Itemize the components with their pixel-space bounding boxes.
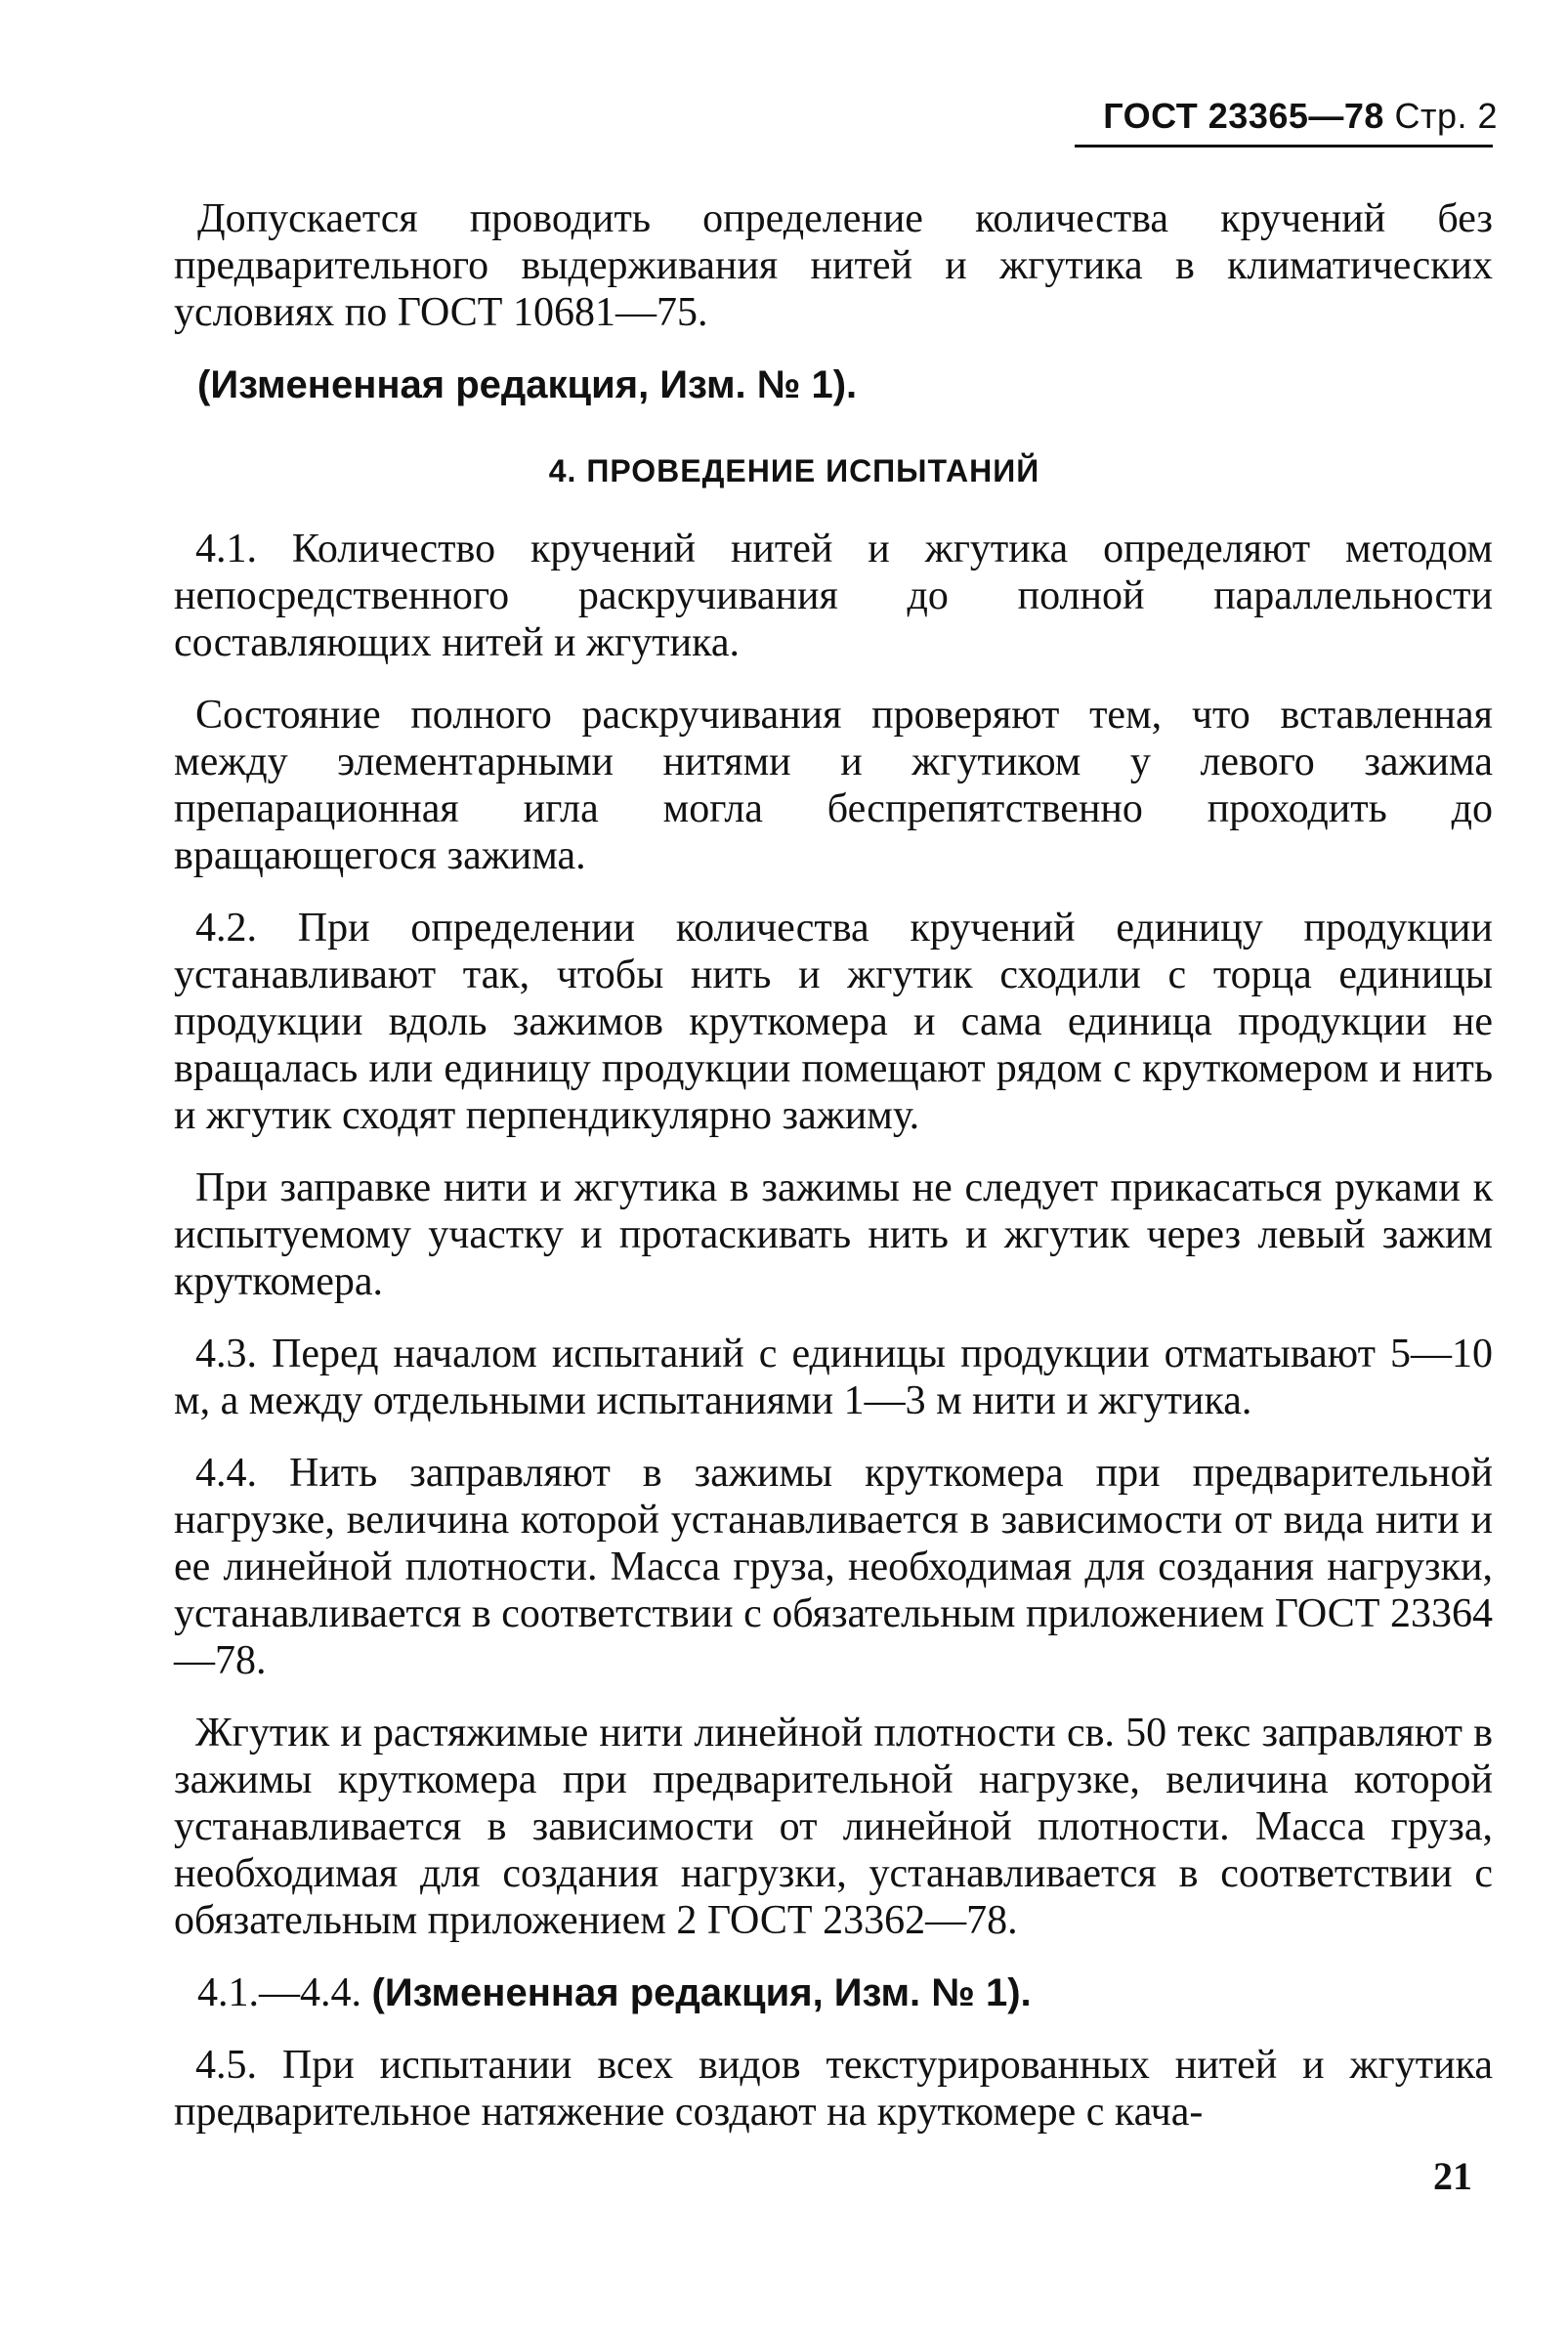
section-title: 4. ПРОВЕДЕНИЕ ИСПЫТАНИЙ [548, 453, 1040, 488]
amendment-note-4-1-4-4 [174, 1969, 1493, 2016]
paragraph-4-4-cont: Жгутик и растяжимые нити линейной плотности св. 50 текс заправляют в зажимы круткомера при предварительной нагрузке, величина которой устанавливается в зависимости от линейной плотности. Масса груза, необходимая для создания нагрузки, устанавливается в соответствии с обязательным приложением 2 ГОСТ 23362—78. [174, 1711, 1493, 1943]
paragraph-4-3: 4.3. Перед началом испытаний с единицы продукции отматывают 5—10 м, а между отдельными испытаниями 1—3 м нити и жгутика. [174, 1332, 1493, 1423]
amendment-text: (Измененная редакция, Изм. № 1). [371, 1971, 1032, 2014]
page-number: 21 [1433, 2154, 1472, 2198]
document-body [174, 195, 1493, 2136]
paragraph-4-1: 4.1. Количество кручений нитей и жгутика определяют методом непосредственного раскручивания до полной параллельности составляющих нитей и жгутика. [174, 527, 1493, 665]
standard-number: ГОСТ 23365—78 [1103, 96, 1384, 136]
page-header [1103, 96, 1498, 137]
paragraph-4-4: 4.4. Нить заправляют в зажимы круткомера при предварительной нагрузке, величина которой устанавливается в зависимости от вида нити и ее линейной плотности. Масса груза, необходимая для создания нагрузки, устанавливается в соответствии с обязательным приложением ГОСТ 23364—78. [174, 1451, 1493, 1683]
paragraph-4-2: 4.2. При определении количества кручений единицу продукции устанавливают так, чтобы нить и жгутик сходили с торца единицы продукции вдоль зажимов круткомера и сама единица продукции не вращалась или единицу продукции помещают рядом с круткомером и нить и жгутик сходят перпендикулярно зажиму. [174, 906, 1493, 1138]
paragraph-4-2-cont: При заправке нити и жгутика в зажимы не следует прикасаться руками к испытуемому участку и протаскивать нить и жгутик через левый зажим круткомера. [174, 1165, 1493, 1304]
amendment-range: 4.1.—4.4. [197, 1970, 361, 2015]
page-label: Стр. 2 [1394, 96, 1498, 136]
paragraph-intro: Допускается проводить определение количества кручений без предварительного выдерживания нитей и жгутика в климатических условиях по ГОСТ 10681—75. [174, 196, 1493, 335]
header-rule [1075, 145, 1493, 148]
paragraph-4-5: 4.5. При испытании всех видов текстурированных нитей и жгутика предварительное натяжение создают на круткомере с кача- [174, 2043, 1493, 2135]
paragraph-4-1-cont: Состояние полного раскручивания проверяют тем, что вставленная между элементарными нитями и жгутиком у левого зажима препарационная игла могла беспрепятственно проходить до вращающегося зажима. [174, 693, 1493, 878]
amendment-note: (Измененная редакция, Изм. № 1). [197, 363, 858, 406]
